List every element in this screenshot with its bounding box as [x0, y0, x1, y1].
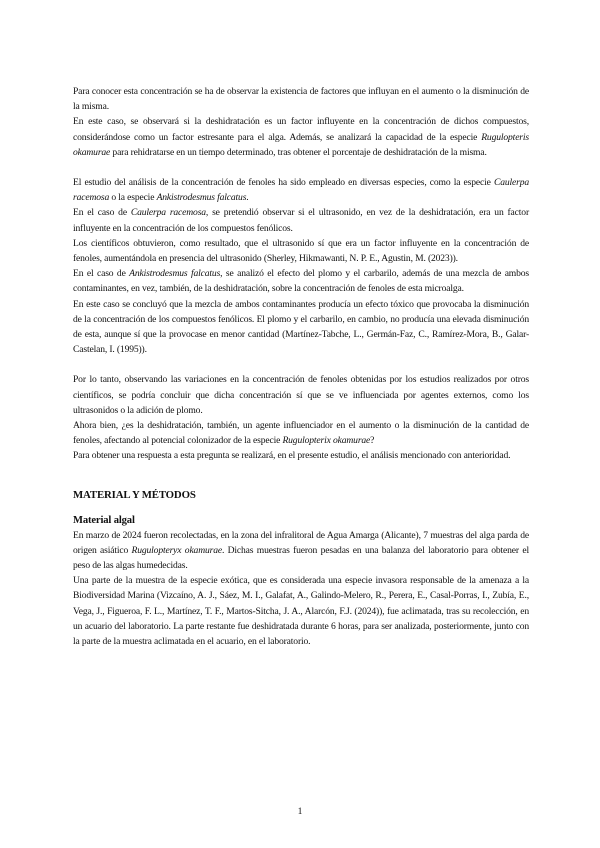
- text-run: o la especie: [109, 192, 157, 204]
- text-run: para rehidratarse en un tiempo determinado, tras obtener el porcentaje de deshidratación de la misma.: [110, 146, 487, 158]
- species-name: Ankistrodesmus falcatus: [156, 192, 247, 204]
- text-run: Para obtener una respuesta a esta pregunta se realizará, en el presente estudio, el análisis mencionado con anterioridad.: [73, 450, 511, 462]
- species-name: Caulerpa racemosa: [73, 177, 529, 204]
- species-name: Rugulopteryx okamurae: [131, 544, 222, 556]
- conclusion-section: [73, 372, 529, 463]
- paragraph: [73, 114, 529, 160]
- paragraph: [73, 175, 529, 205]
- text-run: .: [246, 192, 249, 204]
- paragraph: [73, 528, 529, 574]
- paragraph: [73, 372, 529, 418]
- text-run: En este caso se concluyó que la mezcla de ambos contaminantes producía un efecto tóxico que provocaba la disminución de la concentración de los compuestos fenólicos. El plomo y el carbarilo, en cambio, no producía una elevada disminución de esta, aunque sí que la provocase en menor cantidad (Martínez-Tabche, L., Germán-Faz, C., Ramírez-Mora, B., Galar-Castelan, I. (1995)).: [73, 298, 529, 356]
- text-run: En el caso de: [73, 268, 130, 280]
- paragraph: [73, 84, 529, 114]
- species-name: Ankistrodesmus falcatus: [129, 268, 221, 280]
- species-name: Rugulopteris okamurae: [73, 131, 529, 158]
- paragraph: [73, 297, 529, 358]
- page-content: [73, 84, 529, 649]
- text-run: ?: [370, 435, 375, 447]
- text-run: Una parte de la muestra de la especie exótica, que es considerada una especie invasora responsable de la amenaza a la Biodiversidad Marina (Vizcaíno, A. J., Sáez, M. I., Galafat, A., Galindo-Melero, R., Perera, E., Casal-Porras, I., Zubía, E., Vega, J., Figueroa, F. L., Martínez, T. F., Martos-Sitcha, J. A., Alarcón, F.J. (2024)), fue aclimatada, tras su recolección, en un acuario del laboratorio. La parte restante fue deshidratada durante 6 horas, para ser analizada, posteriormente, junto con la parte de la muestra aclimatada en el acuario, en el laboratorio.: [73, 575, 529, 648]
- text-run: . Dichas muestras fueron pesadas en una balanza del laboratorio para obtener el peso de las algas humedecidas.: [73, 544, 529, 572]
- text-run: , se pretendió observar si el ultrasonido, en vez de la deshidratación, era un factor influyente en la concentración de los compuestos fenólicos.: [73, 207, 529, 234]
- paragraph: [73, 573, 529, 649]
- studies-section: [73, 175, 529, 357]
- text-run: En el caso de: [73, 207, 131, 219]
- text-run: En este caso, se observará si la deshidratación es un factor influyente en la concentración de dichos compuestos, considerándose como un factor estresante para el alga. Además, se analizará la capacidad de la especie: [73, 116, 529, 143]
- section-title: MATERIAL Y MÉTODOS: [73, 488, 196, 501]
- paragraph: [73, 418, 529, 448]
- text-run: Por lo tanto, observando las variaciones en la concentración de fenoles obtenidas por los estudios realizados por otros científicos, se podría concluir que dicha concentración sí que se ve influenciada por agentes externos, como los ultrasonidos o la adición de plomo.: [73, 374, 529, 416]
- paragraph: [73, 448, 529, 463]
- text-run: En marzo de 2024 fueron recolectadas, en la zona del infralitoral de Agua Amarga (Alicante), 7 muestras del alga parda de origen asiático: [73, 529, 529, 556]
- paragraph: [73, 236, 529, 266]
- text-run: Ahora bien, ¿es la deshidratación, también, un agente influenciador en el aumento o la disminución de la cantidad de fenoles, afectando al potencial colonizador de la especie: [73, 420, 529, 447]
- text-run: , se analizó el efecto del plomo y el carbarilo, además de una mezcla de ambos contaminantes, en vez, también, de la deshidratación, sobre la concentración de fenoles de esta microalga.: [73, 268, 529, 295]
- species-name: Rugulopterix okamurae: [282, 435, 371, 447]
- page-number: 1: [297, 806, 303, 817]
- paragraph: [73, 205, 529, 235]
- text-run: El estudio del análisis de la concentración de fenoles ha sido empleado en diversas especies, como la especie: [73, 177, 494, 189]
- subsection-title: Material algal: [73, 514, 135, 526]
- intro-section: [73, 84, 529, 160]
- text-run: Los científicos obtuvieron, como resultado, que el ultrasonido sí que era un factor influyente en la concentración de fenoles, aumentándola en presencia del ultrasonido (Sherley, Hikmawanti, N. P. E., Agustin, M. (2023)).: [73, 237, 529, 265]
- paragraph: [73, 266, 529, 296]
- methods-section: [73, 528, 529, 650]
- text-run: Para conocer esta concentración se ha de observar la existencia de factores que influyan en el aumento o la disminución de la misma.: [73, 86, 529, 113]
- species-name: Caulerpa racemosa: [130, 207, 206, 219]
